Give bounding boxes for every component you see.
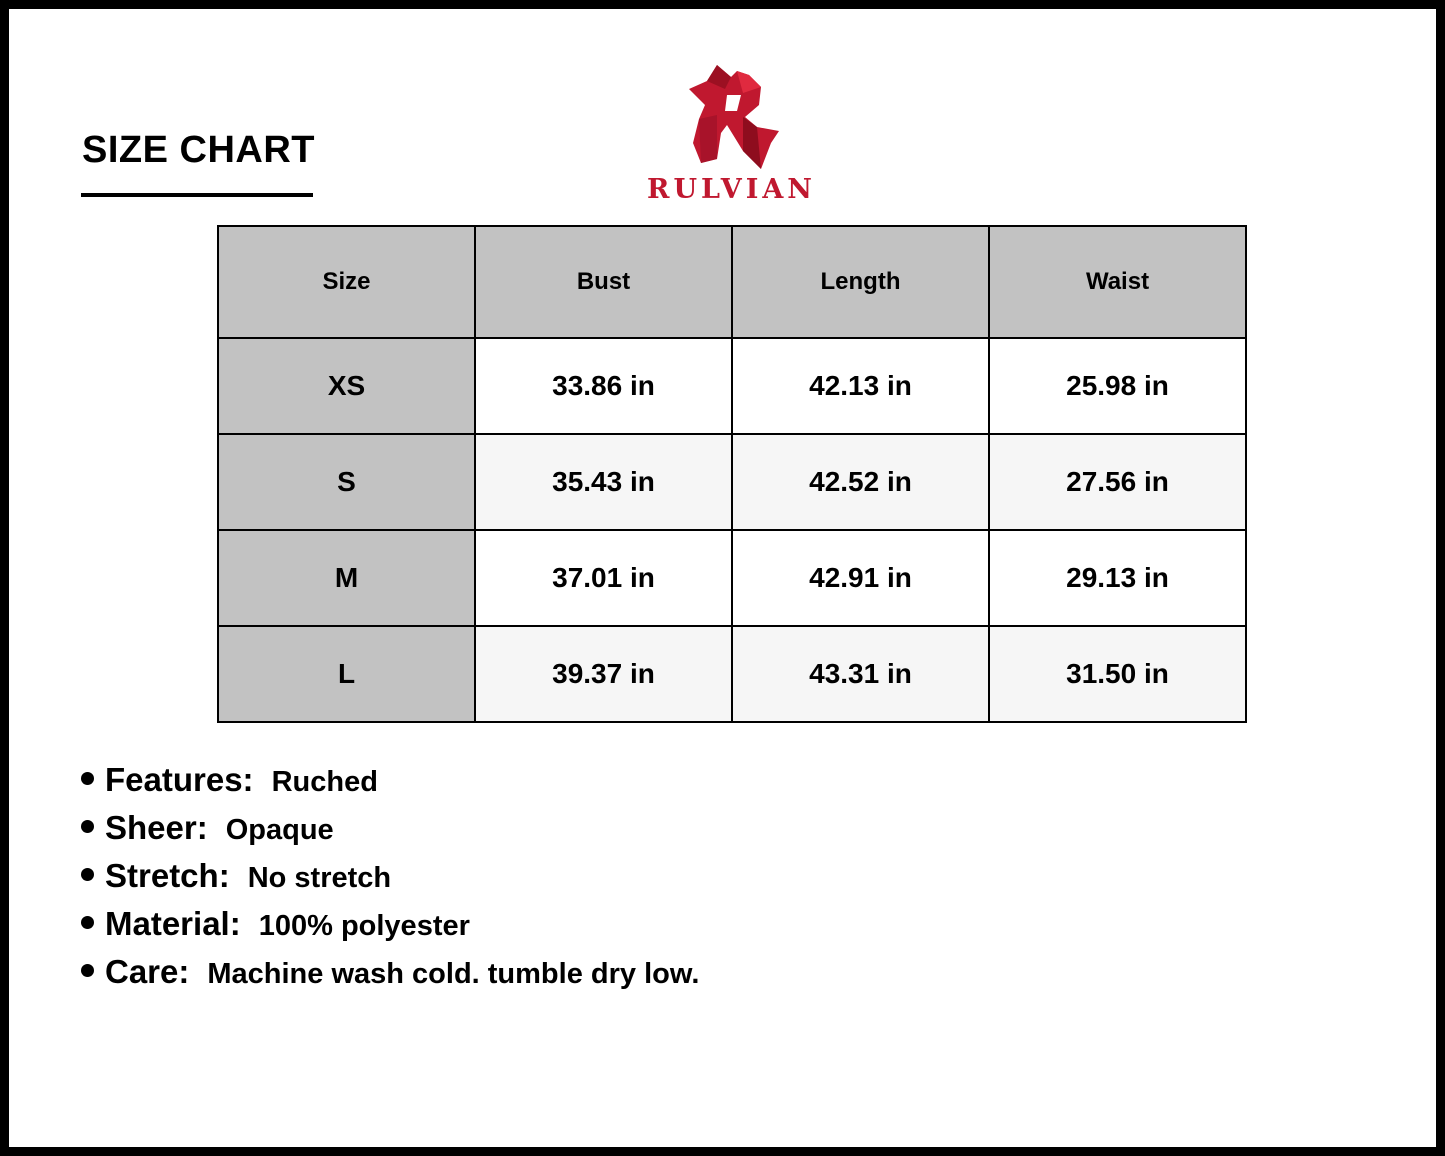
header-length: Length	[732, 226, 989, 338]
size-cell: S	[218, 434, 475, 530]
feature-label: Stretch:	[105, 857, 230, 894]
waist-cell: 29.13 in	[989, 530, 1246, 626]
table-header-row	[218, 226, 1246, 338]
waist-cell: 31.50 in	[989, 626, 1246, 722]
bust-cell: 39.37 in	[475, 626, 732, 722]
brand-name: RULVIAN	[647, 174, 816, 205]
bullet-icon	[81, 964, 94, 977]
table-row	[218, 626, 1246, 722]
length-cell: 42.91 in	[732, 530, 989, 626]
length-cell: 42.13 in	[732, 338, 989, 434]
feature-label: Material:	[105, 905, 241, 942]
list-item	[81, 953, 699, 1001]
bust-cell: 37.01 in	[475, 530, 732, 626]
bullet-icon	[81, 868, 94, 881]
length-cell: 43.31 in	[732, 626, 989, 722]
length-cell: 42.52 in	[732, 434, 989, 530]
bust-cell: 33.86 in	[475, 338, 732, 434]
size-table	[217, 225, 1247, 723]
waist-cell: 25.98 in	[989, 338, 1246, 434]
list-item	[81, 905, 699, 953]
list-item	[81, 761, 699, 809]
feature-value: Opaque	[225, 814, 334, 846]
size-cell: XS	[218, 338, 475, 434]
feature-value: Ruched	[271, 766, 378, 798]
list-item	[81, 809, 699, 857]
title-underline	[81, 193, 313, 197]
header-bust: Bust	[475, 226, 732, 338]
size-cell: M	[218, 530, 475, 626]
feature-list	[81, 761, 699, 1001]
waist-cell: 27.56 in	[989, 434, 1246, 530]
feature-label: Features:	[105, 761, 254, 798]
feature-value: No stretch	[247, 862, 392, 894]
feature-value: Machine wash cold. tumble dry low.	[207, 958, 700, 990]
feature-value: 100% polyester	[258, 910, 470, 942]
feature-label: Care:	[105, 953, 190, 990]
table-row	[218, 338, 1246, 434]
header-waist: Waist	[989, 226, 1246, 338]
bullet-icon	[81, 772, 94, 785]
bullet-icon	[81, 820, 94, 833]
bullet-icon	[81, 916, 94, 929]
feature-label: Sheer:	[105, 809, 208, 846]
bust-cell: 35.43 in	[475, 434, 732, 530]
table-row	[218, 434, 1246, 530]
table-row	[218, 530, 1246, 626]
page-title: SIZE CHART	[82, 129, 315, 171]
rulvian-r-logo-icon	[681, 59, 785, 171]
list-item	[81, 857, 699, 905]
header-size: Size	[218, 226, 475, 338]
size-cell: L	[218, 626, 475, 722]
